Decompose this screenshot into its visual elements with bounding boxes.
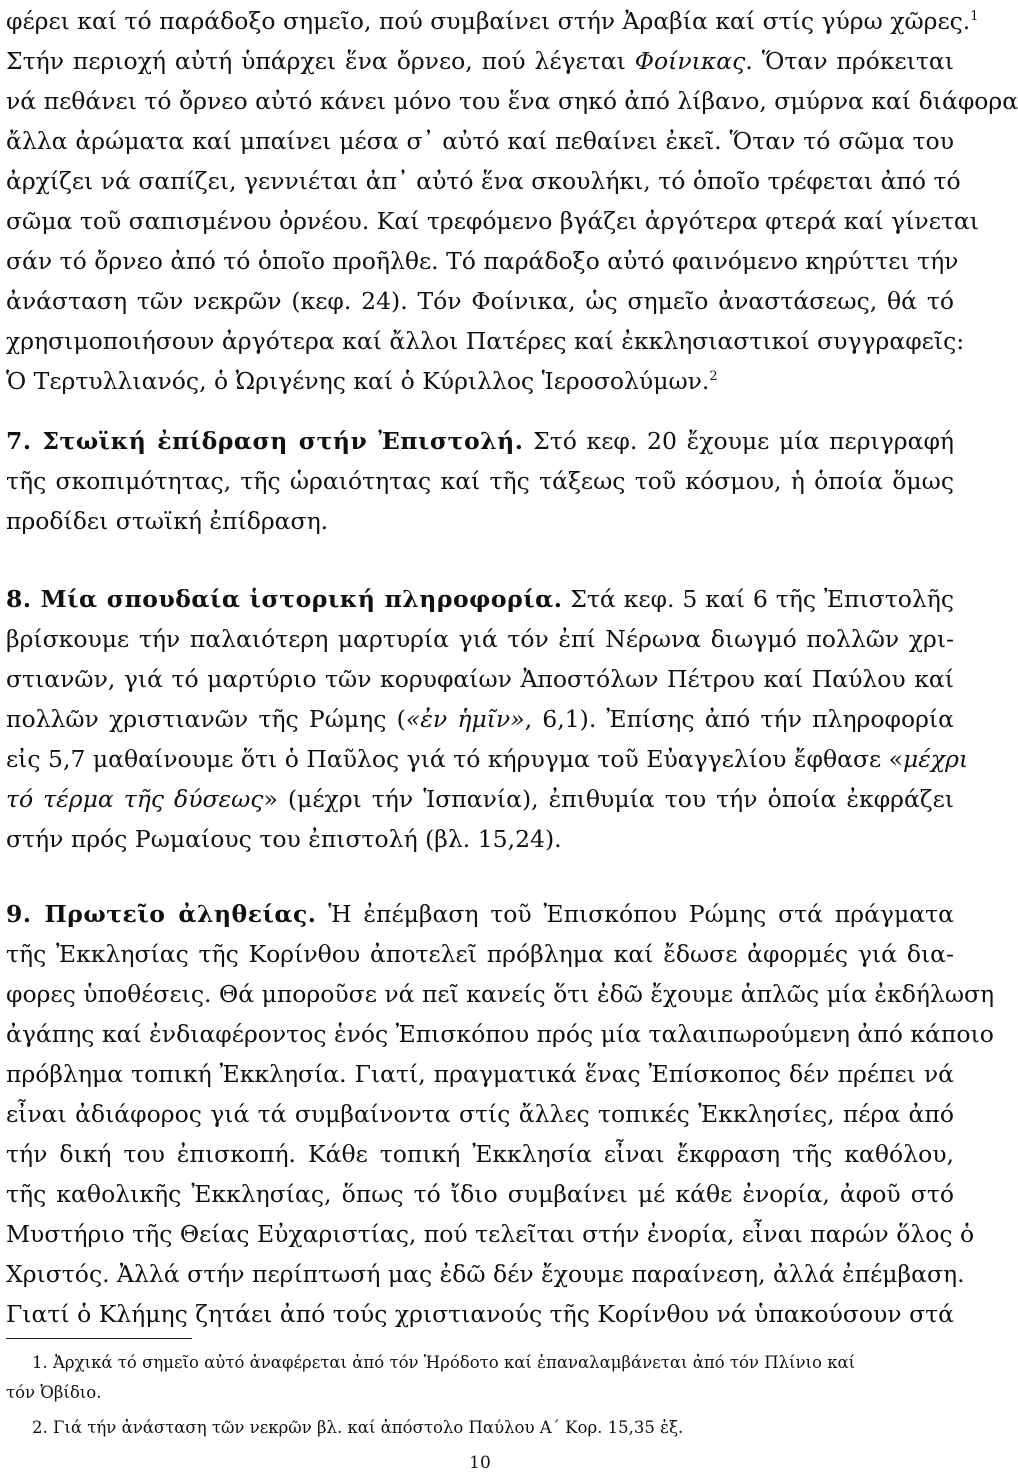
footnote-1-continuation: τόν Ὀβίδιο. [6, 1383, 102, 1402]
text-line: πρόβλημα τοπική Ἐκκλησία. Γιατί, πραγματικά ἕνας Ἐπίσκοπος δέν πρέπει νά [6, 1060, 954, 1088]
text-line: βρίσκουμε τήν παλαιότερη μαρτυρία γιά τόν ἐπί Νέρωνα διωγμό πολλῶν χρι- [6, 625, 954, 653]
text-span: Στήν περιοχή αὐτή ὑπάρχει ἕνα ὄρνεο, πού λέγεται [6, 47, 626, 75]
text-line [6, 360, 954, 402]
text-line: τήν δική του ἐπισκοπή. Κάθε τοπική Ἐκκλησία εἶναι ἔκφραση τῆς καθόλου, [6, 1140, 954, 1168]
text-line [6, 40, 954, 82]
section-heading-9: 9. Πρωτεῖο ἀληθείας. [6, 900, 317, 928]
text-line: τῆς καθολικῆς Ἐκκλησίας, ὅπως τό ἴδιο συμβαίνει μέ κάθε ἐνορία, ἀφοῦ στό [6, 1180, 954, 1208]
text-line: ἀρχίζει νά σαπίζει, γεννιέται ἀπ᾽ αὐτό ἕνα σκουλήκι, τό ὁποῖο τρέφεται ἀπό τό [6, 167, 961, 195]
text-line: ἄλλα ἀρώματα καί μπαίνει μέσα σ᾽ αὐτό καί πεθαίνει ἐκεῖ. Ὅταν τό σῶμα του [6, 127, 954, 155]
text-line: νά πεθάνει τό ὄρνεο αὐτό κάνει μόνο του ἕνα σηκό ἀπό λίβανο, σμύρνα καί διάφορα [6, 87, 1018, 115]
text-span: Ἡ ἐπέμβαση τοῦ Ἐπισκόπου Ρώμης στά πράγματα [316, 900, 954, 928]
text-line: σῶμα τοῦ σαπισμένου ὀρνέου. Καί τρεφόμενο βγάζει ἀργότερα φτερά καί γίνεται [6, 207, 979, 235]
text-span: Στό κεφ. 20 ἔχουμε μία περιγραφή [523, 427, 954, 455]
emphasis-mechri: μέχρι [903, 745, 969, 773]
emphasis-quote: «ἐν ἡμῖν» [405, 705, 525, 733]
emphasis-phoenix: Φοίνικας [634, 47, 746, 75]
text-span: Στά κεφ. 5 καί 6 τῆς Ἐπιστολῆς [562, 585, 954, 613]
section-heading-8: 8. Μία σπουδαία ἱστορική πληροφορία. [6, 585, 563, 613]
text-line [6, 0, 979, 42]
text-span: » (μέχρι τήν Ἱσπανία), ἐπιθυμία του τήν ὁποία ἐκφράζει [263, 785, 954, 813]
text-line: Χριστός. Ἀλλά στήν περίπτωσή μας ἐδῶ δέν ἔχουμε παραίνεση, ἀλλά ἐπέμβαση. [6, 1260, 965, 1288]
footnote-1: 1. Ἀρχικά τό σημεῖο αὐτό ἀναφέρεται ἀπό τόν Ἡρόδοτο καί ἐπαναλαμβάνεται ἀπό τόν Πλίνιο καί [32, 1353, 856, 1372]
text-span: εἰς 5,7 μαθαίνουμε ὅτι ὁ Παῦλος γιά τό κήρυγμα τοῦ Εὐαγγελίου ἔφθασε « [6, 745, 904, 773]
footnote-divider [6, 1338, 192, 1339]
text-line: ἀγάπης καί ἐνδιαφέροντος ἑνός Ἐπισκόπου πρός μία ταλαιπωρούμενη ἀπό κάποιο [6, 1020, 994, 1048]
emphasis-dyseos: τό τέρμα τῆς δύσεως [6, 785, 264, 813]
text-line: στήν πρός Ρωμαίους του ἐπιστολή (βλ. 15,24). [6, 825, 562, 853]
text-span: . Ὅταν πρόκειται [745, 47, 954, 75]
text-line: Μυστήριο τῆς Θείας Εὐχαριστίας, πού τελεῖται στήν ἐνορία, εἶναι παρών ὅλος ὁ [6, 1220, 975, 1248]
text-line: στιανῶν, γιά τό μαρτύριο τῶν κορυφαίων Ἀποστόλων Πέτρου καί Παύλου καί [6, 665, 954, 693]
text-line: τῆς σκοπιμότητας, τῆς ὡραιότητας καί τῆς τάξεως τοῦ κόσμου, ἡ ὁποία ὅμως [6, 467, 954, 495]
footnote-ref-2[interactable]: 2 [709, 369, 718, 385]
text-span: Ὁ Τερτυλλιανός, ὁ Ὠριγένης καί ὁ Κύριλλος Ἱεροσολύμων. [6, 367, 710, 395]
text-span: πολλῶν χριστιανῶν τῆς Ρώμης ( [6, 705, 406, 733]
text-line: σάν τό ὄρνεο ἀπό τό ὁποῖο προῆλθε. Τό παράδοξο αὐτό φαινόμενο κηρύττει τήν [6, 247, 959, 275]
text-line [6, 893, 954, 935]
text-span: φέρει καί τό παράδοξο σημεῖο, πού συμβαίνει στήν Ἀραβία καί στίς γύρω χῶρες. [6, 7, 971, 35]
footnote-ref-1[interactable]: 1 [970, 9, 979, 25]
text-line [6, 420, 954, 462]
page-number: 10 [469, 1453, 491, 1473]
text-span: , 6,1). Ἐπίσης ἀπό τήν πληροφορία [524, 705, 954, 733]
text-line: εἶναι ἀδιάφορος γιά τά συμβαίνοντα στίς ἄλλες τοπικές Ἐκκλησίες, πέρα ἀπό [6, 1100, 954, 1128]
text-line: προδίδει στωϊκή ἐπίδραση. [6, 507, 329, 535]
text-line [6, 578, 954, 620]
text-line: χρησιμοποιήσουν ἀργότερα καί ἄλλοι Πατέρες καί ἐκκλησιαστικοί συγγραφεῖς: [6, 327, 965, 355]
text-line: ἀνάσταση τῶν νεκρῶν (κεφ. 24). Τόν Φοίνικα, ὡς σημεῖο ἀναστάσεως, θά τό [6, 287, 954, 315]
text-line [6, 778, 954, 820]
text-line: Γιατί ὁ Κλήμης ζητάει ἀπό τούς χριστιανούς τῆς Κορίνθου νά ὑπακούσουν στά [6, 1300, 954, 1328]
text-line [6, 738, 969, 780]
text-line [6, 698, 954, 740]
text-line: τῆς Ἐκκλησίας τῆς Κορίνθου ἀποτελεῖ πρόβλημα καί ἔδωσε ἀφορμές γιά δια- [6, 940, 954, 968]
footnote-2: 2. Γιά τήν ἀνάσταση τῶν νεκρῶν βλ. καί ἀπόστολο Παύλου Α΄ Κορ. 15,35 ἑξ. [32, 1418, 684, 1437]
section-heading-7: 7. Στωϊκή ἐπίδραση στήν Ἐπιστολή. [6, 427, 524, 455]
text-line: φορες ὑποθέσεις. Θά μποροῦσε νά πεῖ κανείς ὅτι ἐδῶ ἔχουμε ἁπλῶς μία ἐκδήλωση [6, 980, 995, 1008]
